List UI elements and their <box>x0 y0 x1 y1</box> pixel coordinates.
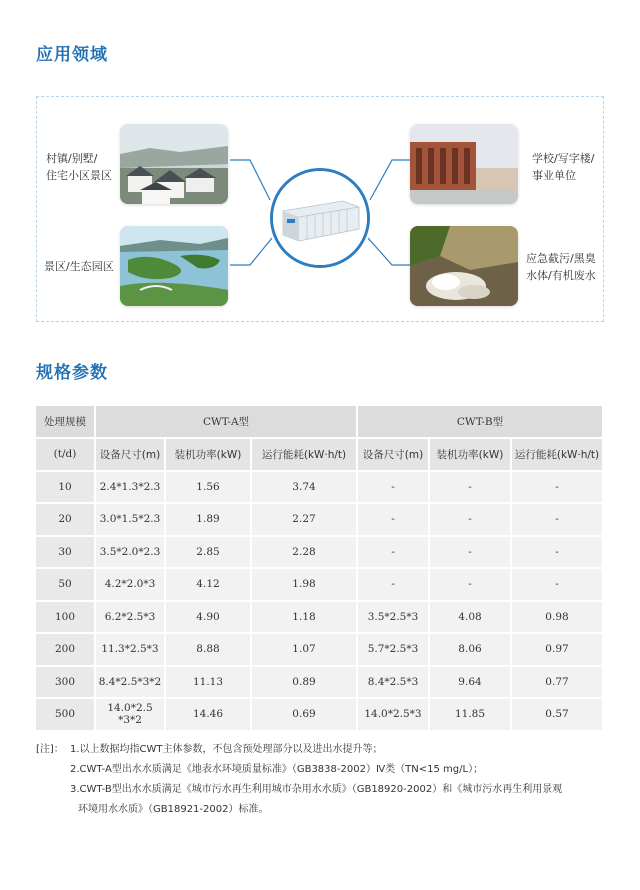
table-cell: - <box>429 503 511 536</box>
subheader-b-power: 装机功率(kW) <box>429 438 511 471</box>
scenic-lake-photo <box>120 226 228 306</box>
table-cell: - <box>357 471 429 504</box>
table-cell: - <box>357 536 429 569</box>
app-label-line: 学校/写字楼/ <box>532 152 595 165</box>
note-line-4 <box>36 800 616 820</box>
table-cell: 11.13 <box>165 666 251 699</box>
table-cell: 8.4*2.5*3 <box>357 666 429 699</box>
note-text: 1.以上数据均指CWT主体参数，不包含预处理部分以及进出水提升等； <box>70 744 383 755</box>
table-row <box>36 536 603 569</box>
note-text: 2.CWT-A型出水水质满足《地表水环境质量标准》（GB3838-2002）Ⅳ类（TN<15 mg/L）； <box>70 764 484 775</box>
table-cell: 8.4*2.5*3*2 <box>95 666 165 699</box>
table-row <box>36 568 603 601</box>
table-row <box>36 633 603 666</box>
section-title-specs: 规格参数 <box>36 363 108 383</box>
subheader-a-energy: 运行能耗(kW·h/t) <box>251 438 357 471</box>
table-cell: 14.0*2.5*3 <box>357 698 429 731</box>
table-cell: 10 <box>36 471 95 504</box>
table-cell: 3.5*2.0*2.3 <box>95 536 165 569</box>
note-label: [注]： <box>36 744 64 755</box>
table-cell: - <box>511 503 603 536</box>
table-cell: 100 <box>36 601 95 634</box>
table-cell: 14.46 <box>165 698 251 731</box>
app-label-line: 景区/生态园区 <box>44 260 114 273</box>
app-label-village <box>46 150 112 184</box>
subheader-a-power: 装机功率(kW) <box>165 438 251 471</box>
footnotes <box>36 740 616 820</box>
table-cell: 4.08 <box>429 601 511 634</box>
spec-table <box>36 406 604 732</box>
note-line-1 <box>36 740 616 760</box>
table-cell: 3.74 <box>251 471 357 504</box>
table-cell: 5.7*2.5*3 <box>357 633 429 666</box>
table-cell: 0.89 <box>251 666 357 699</box>
table-subheader-row <box>36 438 603 471</box>
table-cell: 20 <box>36 503 95 536</box>
section-title-application: 应用领域 <box>36 45 108 65</box>
table-cell: - <box>511 568 603 601</box>
note-line-3 <box>36 780 616 800</box>
table-cell: 4.90 <box>165 601 251 634</box>
table-cell: 2.28 <box>251 536 357 569</box>
table-cell: 1.89 <box>165 503 251 536</box>
table-cell: 200 <box>36 633 95 666</box>
table-cell: 0.69 <box>251 698 357 731</box>
table-cell: 500 <box>36 698 95 731</box>
app-label-line: 住宅小区景区 <box>46 169 112 182</box>
subheader-a-size: 设备尺寸(m) <box>95 438 165 471</box>
table-cell: 8.06 <box>429 633 511 666</box>
app-label-line: 水体/有机废水 <box>526 269 596 282</box>
table-cell: - <box>357 568 429 601</box>
table-cell: 50 <box>36 568 95 601</box>
table-cell: 0.77 <box>511 666 603 699</box>
table-cell: 1.07 <box>251 633 357 666</box>
header-model-a: CWT-A型 <box>95 406 357 438</box>
table-cell: 3.5*2.5*3 <box>357 601 429 634</box>
header-model-b: CWT-B型 <box>357 406 603 438</box>
table-cell: - <box>429 471 511 504</box>
table-cell: - <box>511 471 603 504</box>
table-cell: - <box>357 503 429 536</box>
subheader-b-size: 设备尺寸(m) <box>357 438 429 471</box>
table-cell: 30 <box>36 536 95 569</box>
table-cell: 4.12 <box>165 568 251 601</box>
table-row <box>36 471 603 504</box>
app-label-scenic <box>44 258 114 275</box>
table-cell: 3.0*1.5*2.3 <box>95 503 165 536</box>
table-cell: 0.98 <box>511 601 603 634</box>
table-cell: 1.98 <box>251 568 357 601</box>
table-cell: 0.57 <box>511 698 603 731</box>
header-scale: 处理规模 <box>36 406 95 438</box>
table-cell: 2.27 <box>251 503 357 536</box>
table-cell: 8.88 <box>165 633 251 666</box>
table-cell: 6.2*2.5*3 <box>95 601 165 634</box>
table-cell: 0.97 <box>511 633 603 666</box>
village-photo <box>120 124 228 204</box>
header-unit: (t/d) <box>36 438 95 471</box>
table-cell: - <box>429 536 511 569</box>
table-row <box>36 666 603 699</box>
note-line-2 <box>36 760 616 780</box>
equipment-photo <box>270 168 370 268</box>
table-row <box>36 601 603 634</box>
app-label-school <box>532 150 594 184</box>
app-label-line: 事业单位 <box>532 169 576 182</box>
app-label-emergency <box>526 250 596 284</box>
table-cell: 2.85 <box>165 536 251 569</box>
table-row <box>36 503 603 536</box>
table-row <box>36 698 603 731</box>
table-cell: 9.64 <box>429 666 511 699</box>
polluted-water-photo <box>410 226 518 306</box>
table-cell: 11.3*2.5*3 <box>95 633 165 666</box>
app-label-line: 应急截污/黑臭 <box>526 252 596 265</box>
note-text: 环境用水水质》（GB18921-2002）标准。 <box>78 804 269 815</box>
school-building-photo <box>410 124 518 204</box>
table-cell: - <box>511 536 603 569</box>
table-cell: 14.0*2.5 *3*2 <box>95 698 165 731</box>
table-cell: 4.2*2.0*3 <box>95 568 165 601</box>
subheader-b-energy: 运行能耗(kW·h/t) <box>511 438 603 471</box>
note-text: 3.CWT-B型出水水质满足《城市污水再生利用城市杂用水水质》（GB18920-2002）和《城市污水再生利用景观 <box>70 784 563 795</box>
table-header-row <box>36 406 603 438</box>
table-cell: 11.85 <box>429 698 511 731</box>
table-cell: 300 <box>36 666 95 699</box>
table-cell: 1.18 <box>251 601 357 634</box>
table-cell: 2.4*1.3*2.3 <box>95 471 165 504</box>
app-label-line: 村镇/别墅/ <box>46 152 98 165</box>
table-cell: - <box>429 568 511 601</box>
table-cell: 1.56 <box>165 471 251 504</box>
